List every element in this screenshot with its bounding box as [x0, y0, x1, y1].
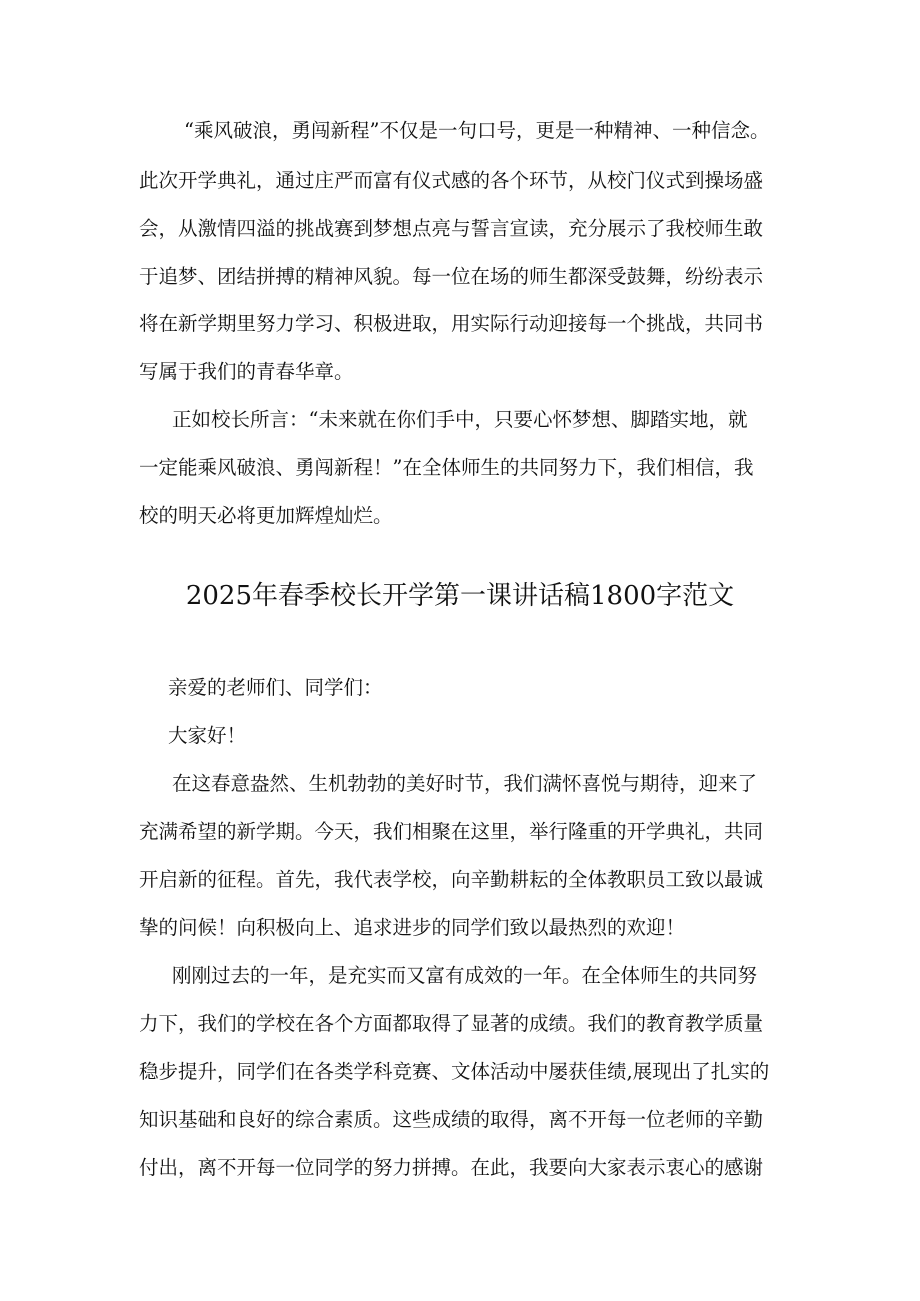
- article-title: 2025年春季校长开学第一课讲话稿1800字范文: [185, 581, 735, 611]
- paragraph-line: 于追梦、团结拼搏的精神风貌。每一位在场的师生都深受鼓舞，纷纷表示: [139, 265, 764, 288]
- paragraph-line: 一定能乘风破浪、勇闯新程！”在全体师生的共同努力下，我们相信，我: [139, 456, 754, 479]
- paragraph-line: 充满希望的新学期。今天，我们相聚在这里，举行隆重的开学典礼，共同: [139, 820, 764, 843]
- paragraph-line: 此次开学典礼，通过庄严而富有仪式感的各个环节，从校门仪式到操场盛: [139, 169, 764, 192]
- salutation: 亲爱的老师们、同学们：: [168, 676, 383, 699]
- paragraph-line: 校的明天必将更加辉煌灿烂。: [139, 504, 393, 527]
- paragraph-line: 正如校长所言：“未来就在你们手中，只要心怀梦想、脚踏实地，就: [172, 408, 748, 431]
- paragraph-line: 知识基础和良好的综合素质。这些成绩的取得，离不开每一位老师的辛勤: [139, 1108, 764, 1131]
- paragraph-line: 刚刚过去的一年，是充实而又富有成效的一年。在全体师生的共同努: [172, 964, 758, 987]
- greeting: 大家好！: [168, 724, 247, 747]
- paragraph-line: 付出，离不开每一位同学的努力拼搏。在此，我要向大家表示衷心的感谢: [139, 1156, 764, 1179]
- paragraph-line: 将在新学期里努力学习、积极进取，用实际行动迎接每一个挑战，共同书: [139, 312, 764, 335]
- paragraph-line: “乘风破浪，勇闯新程”不仅是一句口号，更是一种精神、一种信念。: [184, 119, 770, 142]
- paragraph-line: 稳步提升，同学们在各类学科竞赛、文体活动中屡获佳绩,展现出了扎实的: [139, 1060, 770, 1083]
- paragraph-line: 在这春意盎然、生机勃勃的美好时节，我们满怀喜悦与期待，迎来了: [172, 772, 758, 795]
- paragraph-line: 力下，我们的学校在各个方面都取得了显著的成绩。我们的教育教学质量: [139, 1012, 764, 1035]
- paragraph-line: 挚的问候！向积极向上、追求进步的同学们致以最热烈的欢迎！: [139, 916, 686, 939]
- paragraph-line: 写属于我们的青春华章。: [139, 360, 354, 383]
- paragraph-line: 开启新的征程。首先，我代表学校，向辛勤耕耘的全体教职员工致以最诚: [139, 868, 764, 891]
- paragraph-line: 会，从激情四溢的挑战赛到梦想点亮与誓言宣读，充分展示了我校师生敢: [139, 217, 764, 240]
